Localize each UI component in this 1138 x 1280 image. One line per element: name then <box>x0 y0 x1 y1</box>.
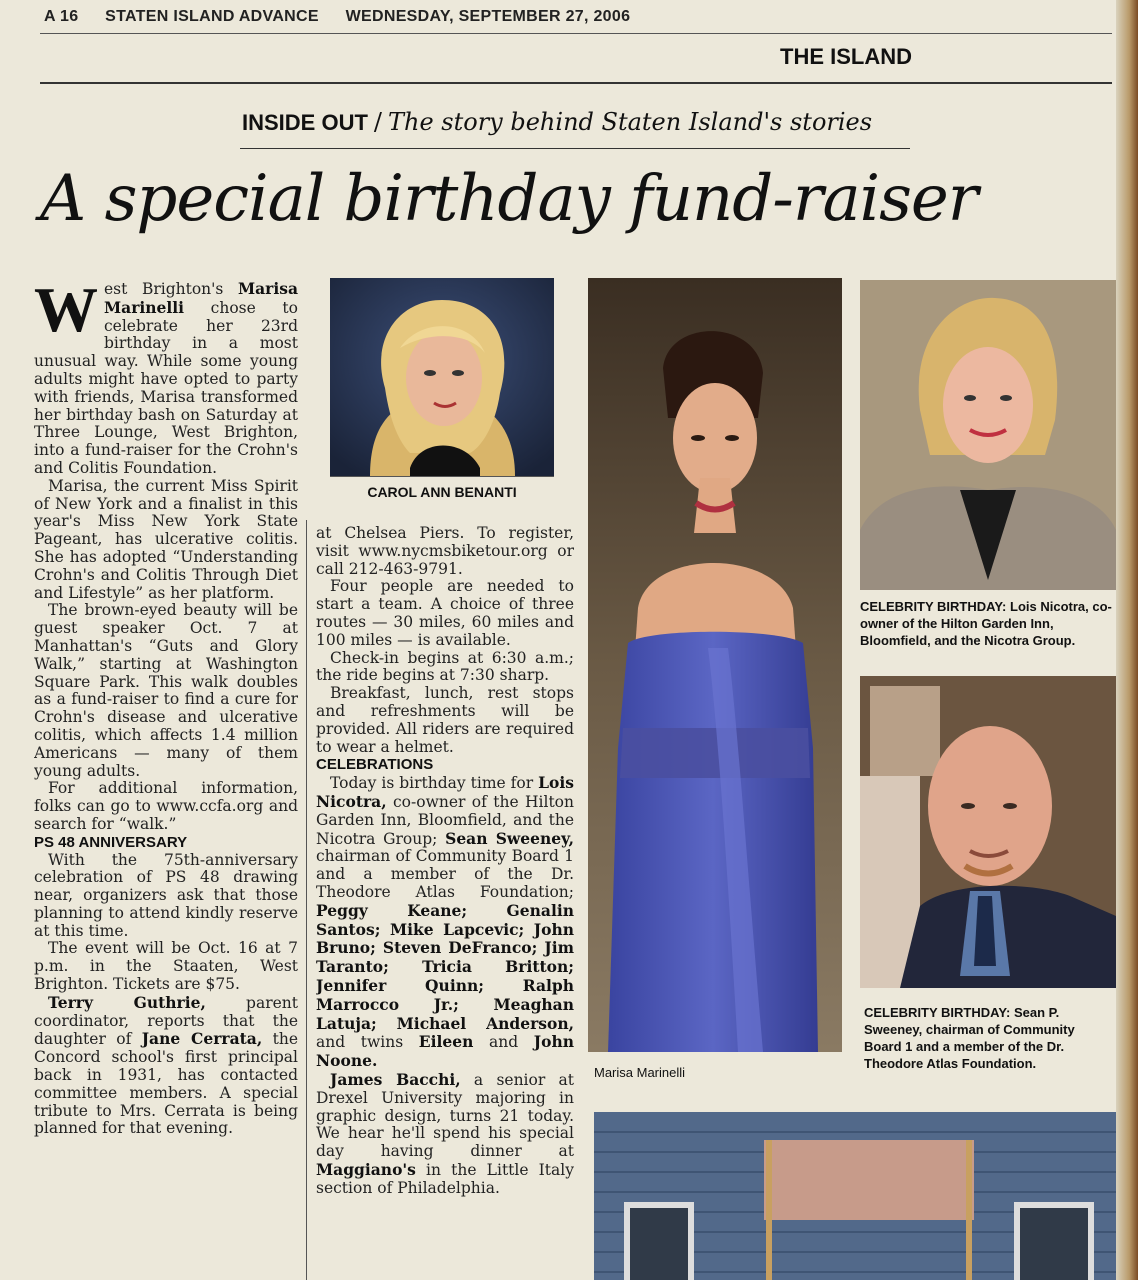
bold-name: John Noone. <box>316 1032 574 1071</box>
section-name: THE ISLAND <box>780 44 912 69</box>
bold-name: Eileen <box>418 1032 474 1052</box>
portrait-illustration <box>860 676 1116 988</box>
column-divider <box>306 520 307 1280</box>
section-rule <box>40 82 1112 84</box>
folio-line <box>44 8 652 26</box>
paragraph: Marisa, the current Miss Spirit of New York and a finalist in this year's Miss New York State Pageant, has ulcerative colitis. She has adopted “Understanding Crohn's and Colitis Through Diet and Lifestyle” as her platform. <box>34 476 298 602</box>
kicker-separator: / <box>373 108 382 136</box>
paragraph: With the 75th-anniversary celebration of PS 48 drawing near, organizers ask that those planning to attend kindly reserve at this time. <box>34 850 298 940</box>
caption-rule <box>330 476 554 477</box>
bold-name: Jane Cerrata, <box>141 1029 263 1049</box>
text-run: parent coordinator, reports that the daughter of <box>34 993 298 1049</box>
bold-name: Peggy Keane; Genalin Santos; Mike Lapcevic; John Bruno; Steven DeFranco; Jim Taranto; Tricia Britton; Jennifer Quinn; Ralph Marrocco Jr.; Meaghan Latuja; Michael Anderson, <box>316 900 574 1033</box>
photo-house <box>594 1112 1116 1280</box>
bold-name: Terry Guthrie, <box>48 992 206 1012</box>
text-run: in the Little Italy section of Philadelphia. <box>316 1160 574 1197</box>
paragraph: at Chelsea Piers. To register, visit www.nycmsbiketour.org or call 212-463-9791. <box>316 525 574 578</box>
text-run: the Concord school's first principal back in 1931, has contacted committee members. A special tribute to Mrs. Cerrata is being planned for that evening. <box>34 1030 298 1138</box>
kicker <box>242 108 872 136</box>
page-edge <box>1116 0 1138 1280</box>
column-subtitle: The story behind Staten Island's stories <box>388 108 873 136</box>
text-run: a senior at Drexel University majoring in graphic design, turns 21 today. We hear he'll spend his special day having dinner at <box>316 1070 574 1161</box>
text-run: chose to celebrate her 23rd birthday in a most unusual way. While some young adults might have opted to party with friends, Marisa transformed her birthday bash on Saturday at Three Lounge, West Brighton, into a fund-raiser for the Crohn's and Colitis Foundation. <box>34 298 298 477</box>
gown-portrait-illustration <box>588 278 842 1052</box>
text-run: chairman of Community Board 1 and a member of the Dr. Theodore Atlas Foundation; <box>316 847 574 901</box>
caption-marisa: Marisa Marinelli <box>594 1065 686 1080</box>
paragraph <box>316 1071 574 1198</box>
bold-name: Marisa Marinelli <box>104 280 298 317</box>
page-number: A 16 <box>44 8 79 25</box>
caption-label: CELEBRITY BIRTHDAY: <box>860 599 1007 614</box>
house-illustration <box>594 1112 1116 1280</box>
caption-sean <box>864 1004 1114 1072</box>
headline: A special birthday fund-raiser <box>40 162 978 236</box>
bold-name: James Bacchi, <box>330 1069 461 1089</box>
photo-lois-nicotra <box>860 280 1116 590</box>
paragraph: The event will be Oct. 16 at 7 p.m. in the Staaten, West Brighton. Tickets are $75. <box>34 939 298 994</box>
text-run: co-owner of the Hilton Garden Inn, Bloomfield, and the Nicotra Group; <box>316 792 574 848</box>
article-column-1 <box>34 280 298 1280</box>
folio-rule <box>40 33 1112 34</box>
bold-name: Lois Nicotra, <box>316 773 574 811</box>
caption-lois <box>860 598 1116 649</box>
lead-paragraph <box>34 280 298 478</box>
caption-text: Sean P. Sweeney, chairman of Community Board 1 and a member of the Dr. Theodore Atlas Foundation. <box>864 1005 1075 1071</box>
paragraph: For additional information, folks can go to www.ccfa.org and search for “walk.” <box>34 779 298 833</box>
kicker-rule <box>240 148 910 149</box>
text-run: est Brighton's <box>104 280 238 298</box>
text-run: and <box>473 1033 534 1052</box>
bold-name: Maggiano's <box>316 1159 416 1179</box>
paper-name: STATEN ISLAND ADVANCE <box>105 8 319 25</box>
portrait-illustration <box>330 278 554 476</box>
paragraph <box>34 994 298 1138</box>
photo-carol-ann-benanti <box>330 278 554 476</box>
paragraph <box>316 774 574 1071</box>
column-label: INSIDE OUT <box>242 110 368 135</box>
photo-marisa-marinelli <box>588 278 842 1052</box>
drop-cap: W <box>34 280 98 345</box>
caption-text: Lois Nicotra, co-owner of the Hilton Garden Inn, Bloomfield, and the Nicotra Group. <box>860 599 1112 648</box>
paragraph: The brown-eyed beauty will be guest speaker Oct. 7 at Manhattan's “Guts and Glory Walk,” starting at Washington Square Park. This walk doubles as a fund-raiser to find a cure for Crohn's disease and ulcerative colitis, which affects 1.4 million Americans — many of them young adults. <box>34 601 298 780</box>
subhead-celebrations: CELEBRATIONS <box>316 756 434 774</box>
bold-name: Sean Sweeney, <box>445 828 574 848</box>
paragraph: Four people are needed to start a team. A choice of three routes — 30 miles, 60 miles and 100 miles — is available. <box>316 577 574 649</box>
subhead-ps48: PS 48 ANNIVERSARY <box>34 833 188 851</box>
caption-carol: CAROL ANN BENANTI <box>367 484 517 500</box>
issue-date: WEDNESDAY, SEPTEMBER 27, 2006 <box>345 8 631 25</box>
paragraph: Check-in begins at 6:30 a.m.; the ride begins at 7:30 sharp. <box>316 648 574 685</box>
caption-label: CELEBRITY BIRTHDAY: <box>864 1005 1011 1020</box>
photo-sean-sweeney <box>860 676 1116 988</box>
article-column-2 <box>316 525 574 1280</box>
portrait-illustration <box>860 280 1116 590</box>
text-run: and twins <box>316 1033 419 1052</box>
paragraph: Breakfast, lunch, rest stops and refreshments will be provided. All riders are required to wear a helmet. <box>316 684 574 756</box>
text-run: Today is birthday time for <box>330 774 539 793</box>
